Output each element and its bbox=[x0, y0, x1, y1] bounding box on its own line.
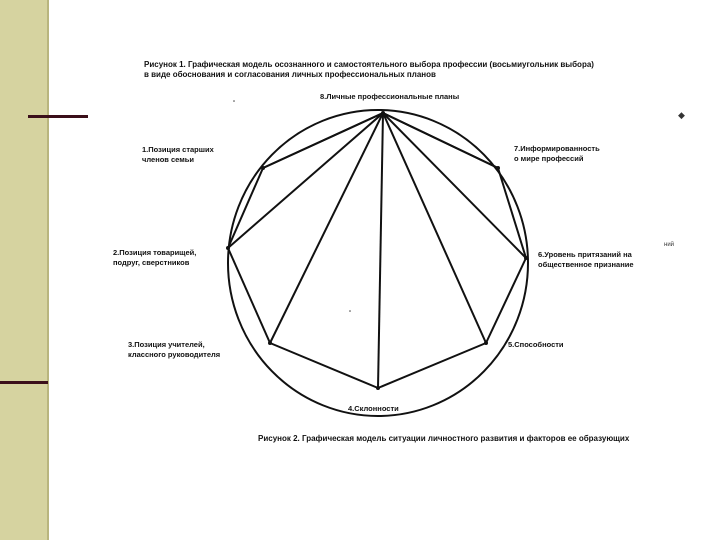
node-1-line-1: 1.Позиция старших bbox=[142, 145, 214, 154]
node-5-line-1: 5.Способности bbox=[508, 340, 564, 349]
node-label-2 bbox=[113, 248, 196, 268]
node-2-line-2: подруг, сверстников bbox=[113, 258, 190, 267]
node-label-3 bbox=[128, 340, 220, 360]
node-label-8 bbox=[320, 92, 459, 102]
node-6-line-1: 6.Уровень притязаний на bbox=[538, 250, 632, 259]
vertex-7 bbox=[496, 166, 500, 170]
node-8-line-1: 8.Личные профессиональные планы bbox=[320, 92, 460, 101]
slide-rule-bottom bbox=[0, 381, 48, 384]
stray-dot bbox=[349, 310, 351, 312]
node-label-1 bbox=[142, 145, 214, 165]
figure-caption-top-line2: в виде обоснования и согласования личных профессиональных планов bbox=[144, 70, 436, 79]
slide-side-bar-edge bbox=[47, 0, 49, 540]
spoke-3 bbox=[270, 113, 383, 343]
node-4-line-1: 4.Склонности bbox=[348, 404, 399, 413]
vertex-3 bbox=[268, 341, 272, 345]
figure-caption-bottom: Рисунок 2. Графическая модель ситуации личностного развития и факторов ее образующих bbox=[258, 434, 630, 443]
stray-text-fragment: ний bbox=[664, 242, 675, 248]
figure-caption-top-line1: Рисунок 1. Графическая модель осознанного и самостоятельного выбора профессии (восьмиугольник выбора) bbox=[144, 60, 594, 69]
octagon-side bbox=[486, 258, 526, 343]
vertex-8 bbox=[381, 111, 385, 115]
octagon-side bbox=[228, 248, 270, 343]
node-1-line-2: членов семьи bbox=[142, 155, 195, 164]
node-label-6 bbox=[538, 250, 634, 270]
spoke-4 bbox=[378, 113, 383, 388]
node-3-line-1: 3.Позиция учителей, bbox=[128, 340, 205, 349]
octagon-side bbox=[270, 343, 378, 388]
vertex-4 bbox=[376, 386, 380, 390]
vertex-2 bbox=[226, 246, 230, 250]
node-6-line-2: общественное признание bbox=[538, 260, 634, 269]
stray-arrow-icon: ◆ bbox=[678, 110, 685, 120]
vertex-5 bbox=[484, 341, 488, 345]
node-label-4 bbox=[348, 404, 399, 414]
spoke-7 bbox=[383, 113, 498, 168]
figure-panel bbox=[88, 38, 682, 482]
slide-rule-top bbox=[28, 115, 88, 118]
node-3-line-2: классного руководителя bbox=[128, 350, 221, 359]
node-label-7 bbox=[514, 144, 600, 164]
stray-dot bbox=[233, 100, 235, 102]
node-label-5 bbox=[508, 340, 564, 350]
node-2-line-1: 2.Позиция товарищей, bbox=[113, 248, 197, 257]
octagon-side bbox=[378, 343, 486, 388]
slide-side-bar bbox=[0, 0, 48, 540]
node-7-line-2: о мире профессий bbox=[514, 154, 584, 163]
node-7-line-1: 7.Информированность bbox=[514, 144, 600, 153]
vertex-1 bbox=[261, 166, 265, 170]
vertex-6 bbox=[524, 256, 528, 260]
octagon-side bbox=[228, 168, 263, 248]
spoke-5 bbox=[383, 113, 486, 343]
spoke-6 bbox=[383, 113, 526, 258]
